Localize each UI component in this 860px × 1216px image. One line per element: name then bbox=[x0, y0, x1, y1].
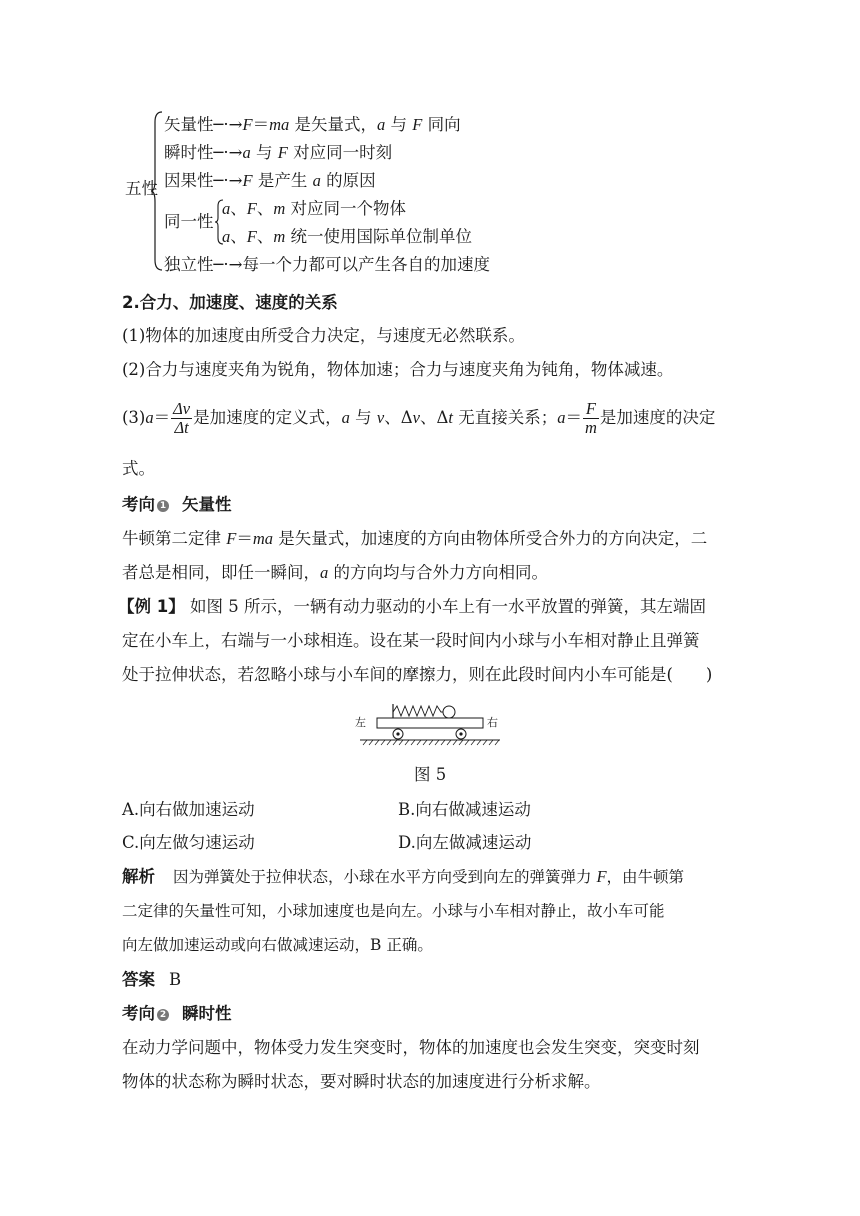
answer-value: B bbox=[169, 970, 182, 989]
example-1-line2: 定在小车上，右端与一小球相连。设在某一段时间内小球与小车相对静止且弹簧 bbox=[122, 631, 700, 650]
fraction-f-m: $\frac{F}{m}$ bbox=[584, 399, 597, 437]
example-1-line1: 【例 1】 如图 5 所示，一辆有动力驱动的小车上有一水平放置的弹簧，其左端固 bbox=[118, 597, 706, 616]
property-same: 同一性 bbox=[164, 212, 214, 231]
property-independent: 独立性─·→每一个力都可以产生各自的加速度 bbox=[164, 255, 491, 274]
solution-line2: 二定律的矢量性可知，小球加速度也是向左。小球与小车相对静止，故小车可能 bbox=[122, 902, 665, 920]
option-a: A.向右做加速运动 bbox=[122, 800, 255, 819]
example-tag: 【例 1】 bbox=[118, 597, 185, 616]
five-properties-label: 五性 bbox=[125, 179, 158, 198]
solution-label: 解析 bbox=[122, 867, 155, 886]
property-same-sub1: a、F、m 对应同一个物体 bbox=[222, 199, 407, 218]
arrow-icon: ─·→ bbox=[213, 171, 243, 190]
example-1-line3: 处于拉伸状态，若忽略小球与小车间的摩擦力，则在此段时间内小车可能是( ) bbox=[122, 665, 713, 684]
section-2-p3: (3)a＝ $\frac{\Delta v}{\Delta t}$ 是加速度的定义式，a 与 v、Δv、Δt 无直接关系；a＝ $\frac{F}{m}$ 是加速度的决定 bbox=[122, 399, 716, 437]
direction-1-heading: 考向 1 矢量性 bbox=[122, 495, 232, 514]
solution-line3: 向左做加速运动或向右做减速运动，B 正确。 bbox=[122, 936, 433, 954]
arrow-icon: ─·→ bbox=[213, 115, 243, 134]
property-vector: 矢量性─·→F＝ma 是矢量式，a 与 F 同向 bbox=[164, 115, 461, 134]
figure-left-label: 左 bbox=[355, 716, 366, 729]
answer-label: 答案 bbox=[122, 970, 155, 989]
section-2-p2: (2)合力与速度夹角为锐角，物体加速；合力与速度夹角为钝角，物体减速。 bbox=[122, 360, 674, 379]
direction-2-text-line2: 物体的状态称为瞬时状态，要对瞬时状态的加速度进行分析求解。 bbox=[122, 1072, 601, 1091]
arrow-icon: ─·→ bbox=[213, 255, 243, 274]
direction-2-heading: 考向 2 瞬时性 bbox=[122, 1004, 232, 1023]
option-d: D.向左做减速运动 bbox=[398, 833, 532, 852]
answer-line bbox=[122, 969, 181, 991]
option-c: C.向左做匀速运动 bbox=[122, 833, 255, 852]
section-2-p3-end: 式。 bbox=[122, 459, 155, 478]
direction-2-text-line1: 在动力学问题中，物体受力发生突变时，物体的加速度也会发生突变，突变时刻 bbox=[122, 1038, 700, 1057]
option-b: B.向右做减速运动 bbox=[398, 800, 531, 819]
figure-right-label: 右 bbox=[487, 716, 498, 729]
number-badge-icon: 2 bbox=[157, 1009, 169, 1021]
property-causal: 因果性─·→F 是产生 a 的原因 bbox=[164, 171, 376, 190]
direction-1-text-line2: 者总是相同，即任一瞬间，a 的方向均与合外力方向相同。 bbox=[122, 563, 548, 582]
figure-5 bbox=[355, 700, 505, 750]
cart-spring-diagram bbox=[355, 700, 505, 746]
big-brace-icon bbox=[150, 110, 164, 272]
figure-caption: 图 5 bbox=[414, 765, 447, 784]
solution-line1: 解析 因为弹簧处于拉伸状态，小球在水平方向受到向左的弹簧弹力 F，由牛顿第 bbox=[122, 867, 685, 886]
section-2-title: 2.合力、加速度、速度的关系 bbox=[122, 293, 338, 312]
fraction-dv-dt: $\frac{\Delta v}{\Delta t}$ bbox=[173, 399, 191, 437]
arrow-icon: ─·→ bbox=[213, 143, 243, 162]
direction-1-text-line1: 牛顿第二定律 F＝ma 是矢量式，加速度的方向由物体所受合外力的方向决定，二 bbox=[122, 529, 708, 548]
number-badge-icon: 1 bbox=[157, 500, 169, 512]
property-instant: 瞬时性─·→a 与 F 对应同一时刻 bbox=[164, 143, 393, 162]
section-2-p1: (1)物体的加速度由所受合力决定，与速度无必然联系。 bbox=[122, 326, 525, 345]
property-same-sub2: a、F、m 统一使用国际单位制单位 bbox=[222, 227, 473, 246]
